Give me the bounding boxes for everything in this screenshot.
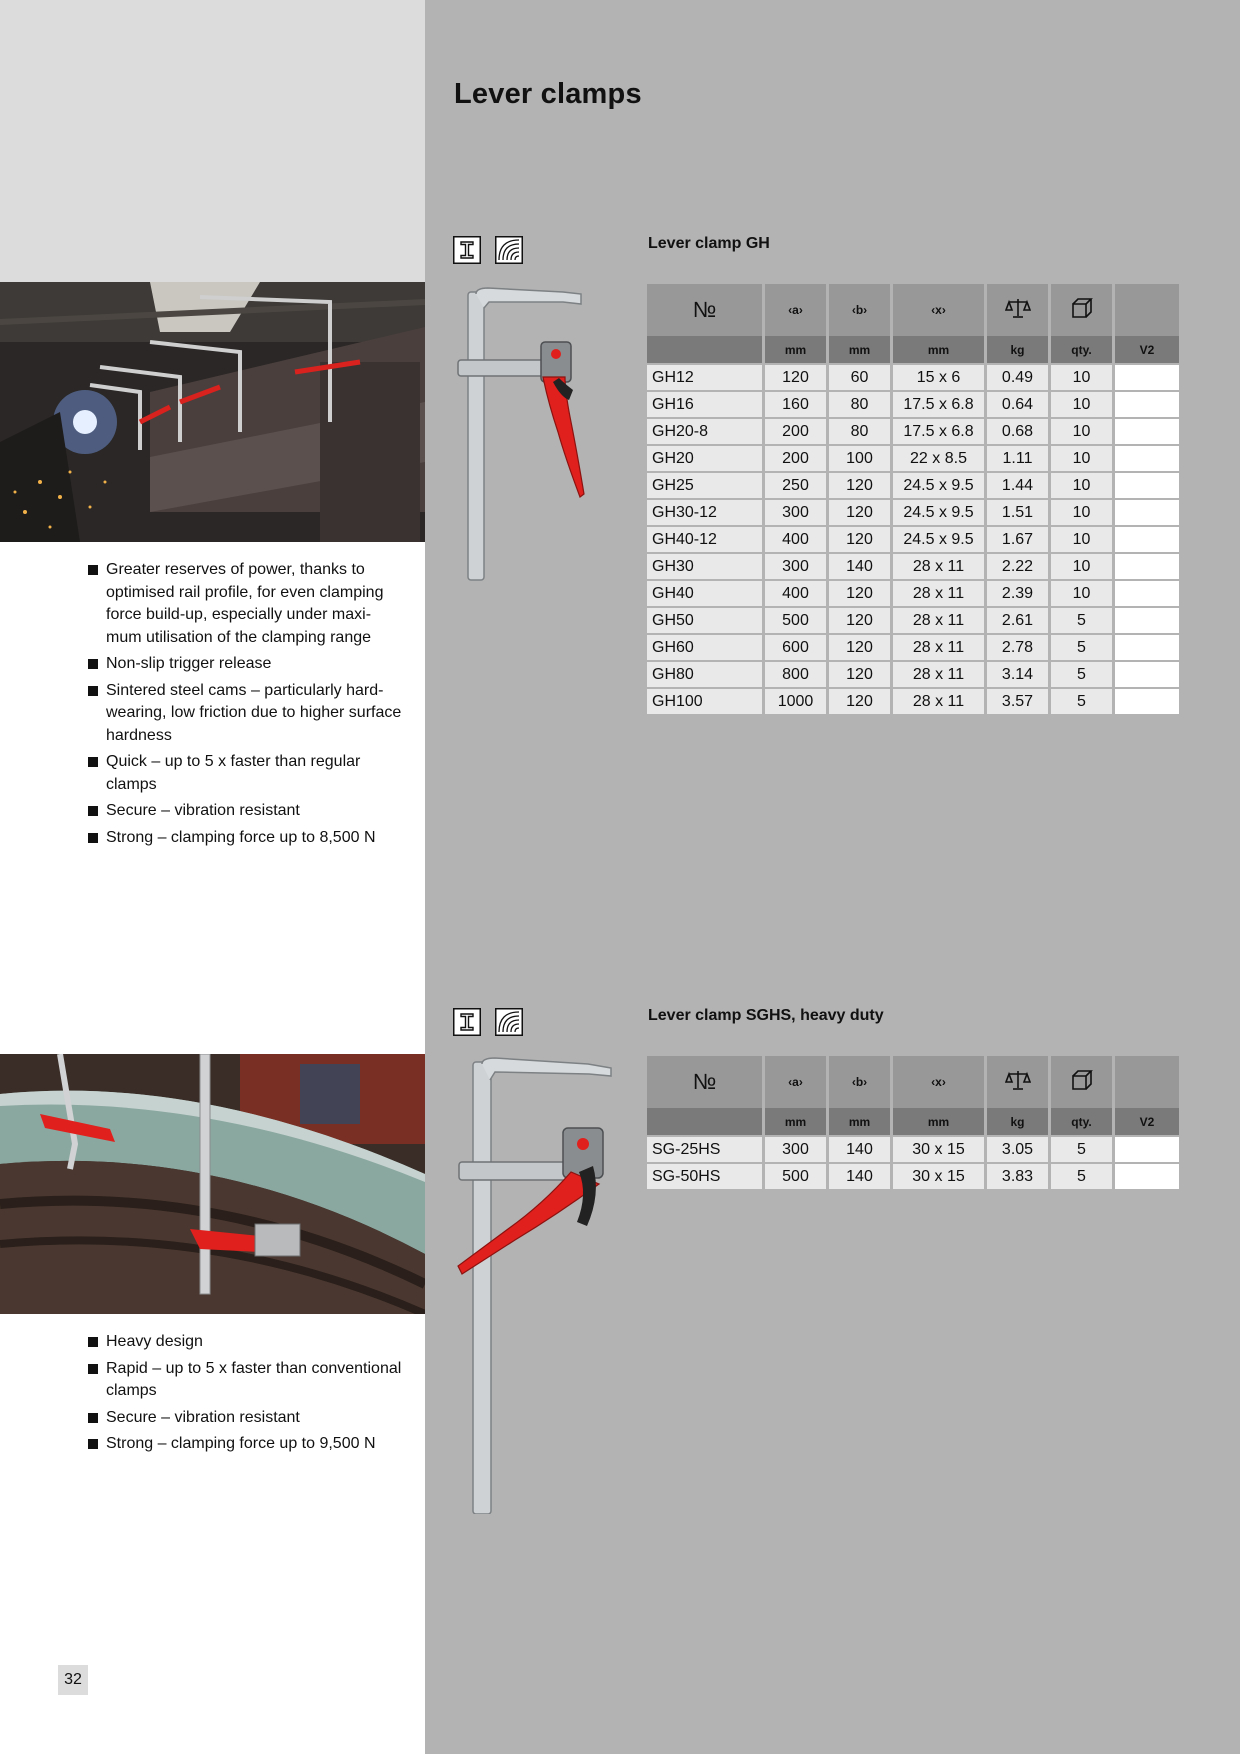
col-x-header: ‹x› xyxy=(893,1056,984,1108)
table-row xyxy=(647,363,1179,392)
table-row xyxy=(647,419,1179,446)
dim-a: 400 xyxy=(765,581,826,608)
col-a-header: ‹a› xyxy=(765,1056,826,1108)
article-number: GH60 xyxy=(647,635,762,662)
col-v2-header xyxy=(1115,1056,1179,1108)
dim-a: 200 xyxy=(765,446,826,473)
quantity: 5 xyxy=(1051,1135,1112,1164)
dim-a: 1000 xyxy=(765,689,826,716)
weight: 1.51 xyxy=(987,500,1048,527)
article-number: GH20-8 xyxy=(647,419,762,446)
quantity: 10 xyxy=(1051,581,1112,608)
box-icon xyxy=(1070,296,1094,320)
weight: 2.61 xyxy=(987,608,1048,635)
page-title: Lever clamps xyxy=(454,78,642,110)
dim-b: 100 xyxy=(829,446,890,473)
dim-b: 140 xyxy=(829,554,890,581)
v2-cell xyxy=(1115,635,1179,662)
dim-b: 80 xyxy=(829,419,890,446)
dim-a: 300 xyxy=(765,500,826,527)
table-row xyxy=(647,662,1179,689)
table-row xyxy=(647,689,1179,716)
dim-x: 17.5 x 6.8 xyxy=(893,419,984,446)
unit-cell: mm xyxy=(765,1108,826,1135)
dim-b: 120 xyxy=(829,500,890,527)
v2-cell xyxy=(1115,554,1179,581)
dim-a: 300 xyxy=(765,1135,826,1164)
quantity: 10 xyxy=(1051,473,1112,500)
dim-a: 600 xyxy=(765,635,826,662)
col-a-header: ‹a› xyxy=(765,284,826,336)
quantity: 10 xyxy=(1051,392,1112,419)
v2-cell xyxy=(1115,1164,1179,1191)
v2-cell xyxy=(1115,419,1179,446)
dim-b: 120 xyxy=(829,581,890,608)
col-no-header: № xyxy=(647,1056,762,1108)
unit-cell: qty. xyxy=(1051,336,1112,363)
feature-item: Rapid – up to 5 x faster than conventional clamps xyxy=(88,1358,408,1403)
table-row xyxy=(647,635,1179,662)
unit-cell: V2 xyxy=(1115,1108,1179,1135)
dim-a: 500 xyxy=(765,608,826,635)
dim-x: 30 x 15 xyxy=(893,1135,984,1164)
feature-item: Sintered steel cams – particularly hard-wearing, low friction due to higher surface hardness xyxy=(88,680,408,748)
table-row xyxy=(647,1164,1179,1191)
dim-b: 120 xyxy=(829,473,890,500)
dim-b: 120 xyxy=(829,662,890,689)
dim-x: 24.5 x 9.5 xyxy=(893,500,984,527)
weight: 0.49 xyxy=(987,363,1048,392)
article-number: GH20 xyxy=(647,446,762,473)
col-b-header: ‹b› xyxy=(829,1056,890,1108)
dim-x: 28 x 11 xyxy=(893,689,984,716)
scale-icon xyxy=(1005,1068,1031,1092)
steel-ring-photo xyxy=(0,1054,425,1314)
dim-b: 140 xyxy=(829,1164,890,1191)
v2-cell xyxy=(1115,363,1179,392)
v2-cell xyxy=(1115,473,1179,500)
col-qty-header xyxy=(1051,1056,1112,1108)
feature-item: Secure – vibration resistant xyxy=(88,1407,408,1430)
v2-cell xyxy=(1115,1135,1179,1164)
dim-a: 800 xyxy=(765,662,826,689)
dim-a: 300 xyxy=(765,554,826,581)
weight: 2.78 xyxy=(987,635,1048,662)
col-weight-header xyxy=(987,1056,1048,1108)
quantity: 5 xyxy=(1051,1164,1112,1191)
feature-item: Strong – clamping force up to 9,500 N xyxy=(88,1433,408,1456)
v2-cell xyxy=(1115,500,1179,527)
steel-beam-icon xyxy=(453,1008,481,1036)
feature-item: Non-slip trigger release xyxy=(88,653,408,676)
box-icon xyxy=(1070,1068,1094,1092)
article-number: SG-25HS xyxy=(647,1135,762,1164)
quantity: 5 xyxy=(1051,662,1112,689)
article-number: GH100 xyxy=(647,689,762,716)
unit-cell: mm xyxy=(829,1108,890,1135)
quantity: 10 xyxy=(1051,363,1112,392)
section-title-gh: Lever clamp GH xyxy=(648,235,770,252)
quantity: 10 xyxy=(1051,500,1112,527)
dim-b: 140 xyxy=(829,1135,890,1164)
dim-a: 160 xyxy=(765,392,826,419)
workshop-welding-photo xyxy=(0,282,425,542)
feature-item: Quick – up to 5 x faster than regular clamps xyxy=(88,751,408,796)
weight: 3.83 xyxy=(987,1164,1048,1191)
weight: 3.57 xyxy=(987,689,1048,716)
quantity: 10 xyxy=(1051,419,1112,446)
col-weight-header xyxy=(987,284,1048,336)
unit-cell xyxy=(647,336,762,363)
article-number: GH25 xyxy=(647,473,762,500)
gh-spec-table xyxy=(644,284,1182,716)
table-row xyxy=(647,608,1179,635)
scale-icon xyxy=(1005,296,1031,320)
v2-cell xyxy=(1115,581,1179,608)
weight: 3.14 xyxy=(987,662,1048,689)
dim-x: 30 x 15 xyxy=(893,1164,984,1191)
unit-cell: mm xyxy=(765,336,826,363)
dim-x: 22 x 8.5 xyxy=(893,446,984,473)
page-number: 32 xyxy=(58,1665,88,1695)
lever-clamp-gh-image xyxy=(453,282,603,582)
weight: 0.64 xyxy=(987,392,1048,419)
feature-item: Greater reserves of power, thanks to optimised rail profile, for even clamping force build-up, especially under maxi- mum utilisation of the clamping range xyxy=(88,559,408,649)
dim-a: 120 xyxy=(765,363,826,392)
col-x-header: ‹x› xyxy=(893,284,984,336)
dim-x: 24.5 x 9.5 xyxy=(893,527,984,554)
gh-feature-list xyxy=(88,559,408,853)
weight: 1.44 xyxy=(987,473,1048,500)
section-title-sghs: Lever clamp SGHS, heavy duty xyxy=(648,1007,884,1024)
article-number: GH40-12 xyxy=(647,527,762,554)
article-number: GH12 xyxy=(647,363,762,392)
unit-cell: qty. xyxy=(1051,1108,1112,1135)
quantity: 5 xyxy=(1051,689,1112,716)
v2-cell xyxy=(1115,527,1179,554)
dim-b: 60 xyxy=(829,363,890,392)
table-row xyxy=(647,1135,1179,1164)
feature-item: Strong – clamping force up to 8,500 N xyxy=(88,827,408,850)
table-row xyxy=(647,392,1179,419)
col-qty-header xyxy=(1051,284,1112,336)
article-number: GH40 xyxy=(647,581,762,608)
dim-x: 28 x 11 xyxy=(893,581,984,608)
dim-x: 15 x 6 xyxy=(893,363,984,392)
article-number: GH16 xyxy=(647,392,762,419)
sghs-feature-list xyxy=(88,1331,408,1460)
article-number: SG-50HS xyxy=(647,1164,762,1191)
col-b-header: ‹b› xyxy=(829,284,890,336)
article-number: GH30-12 xyxy=(647,500,762,527)
quantity: 5 xyxy=(1051,608,1112,635)
dim-x: 28 x 11 xyxy=(893,662,984,689)
material-icons xyxy=(453,236,523,264)
v2-cell xyxy=(1115,662,1179,689)
quantity: 10 xyxy=(1051,527,1112,554)
v2-cell xyxy=(1115,446,1179,473)
dim-b: 120 xyxy=(829,689,890,716)
unit-cell: kg xyxy=(987,336,1048,363)
table-row xyxy=(647,446,1179,473)
quantity: 10 xyxy=(1051,554,1112,581)
table-row xyxy=(647,581,1179,608)
lever-clamp-sghs-image xyxy=(453,1054,623,1514)
weight: 1.11 xyxy=(987,446,1048,473)
table-row xyxy=(647,554,1179,581)
col-v2-header xyxy=(1115,284,1179,336)
wood-grain-icon xyxy=(495,1008,523,1036)
v2-cell xyxy=(1115,689,1179,716)
dim-a: 400 xyxy=(765,527,826,554)
dim-a: 500 xyxy=(765,1164,826,1191)
weight: 2.22 xyxy=(987,554,1048,581)
unit-cell: mm xyxy=(893,336,984,363)
dim-b: 80 xyxy=(829,392,890,419)
unit-cell: V2 xyxy=(1115,336,1179,363)
left-header-band xyxy=(0,0,425,282)
article-number: GH50 xyxy=(647,608,762,635)
dim-x: 17.5 x 6.8 xyxy=(893,392,984,419)
table-row xyxy=(647,527,1179,554)
quantity: 10 xyxy=(1051,446,1112,473)
dim-x: 28 x 11 xyxy=(893,608,984,635)
article-number: GH30 xyxy=(647,554,762,581)
dim-x: 28 x 11 xyxy=(893,635,984,662)
steel-beam-icon xyxy=(453,236,481,264)
unit-cell: mm xyxy=(829,336,890,363)
unit-cell xyxy=(647,1108,762,1135)
dim-b: 120 xyxy=(829,527,890,554)
weight: 2.39 xyxy=(987,581,1048,608)
sghs-spec-table xyxy=(644,1056,1182,1191)
col-no-header: № xyxy=(647,284,762,336)
dim-a: 250 xyxy=(765,473,826,500)
weight: 0.68 xyxy=(987,419,1048,446)
unit-cell: mm xyxy=(893,1108,984,1135)
feature-item: Heavy design xyxy=(88,1331,408,1354)
weight: 3.05 xyxy=(987,1135,1048,1164)
table-row xyxy=(647,473,1179,500)
material-icons xyxy=(453,1008,523,1036)
quantity: 5 xyxy=(1051,635,1112,662)
dim-b: 120 xyxy=(829,635,890,662)
wood-grain-icon xyxy=(495,236,523,264)
dim-x: 24.5 x 9.5 xyxy=(893,473,984,500)
table-row xyxy=(647,500,1179,527)
dim-x: 28 x 11 xyxy=(893,554,984,581)
unit-cell: kg xyxy=(987,1108,1048,1135)
v2-cell xyxy=(1115,392,1179,419)
dim-a: 200 xyxy=(765,419,826,446)
v2-cell xyxy=(1115,608,1179,635)
feature-item: Secure – vibration resistant xyxy=(88,800,408,823)
weight: 1.67 xyxy=(987,527,1048,554)
article-number: GH80 xyxy=(647,662,762,689)
dim-b: 120 xyxy=(829,608,890,635)
